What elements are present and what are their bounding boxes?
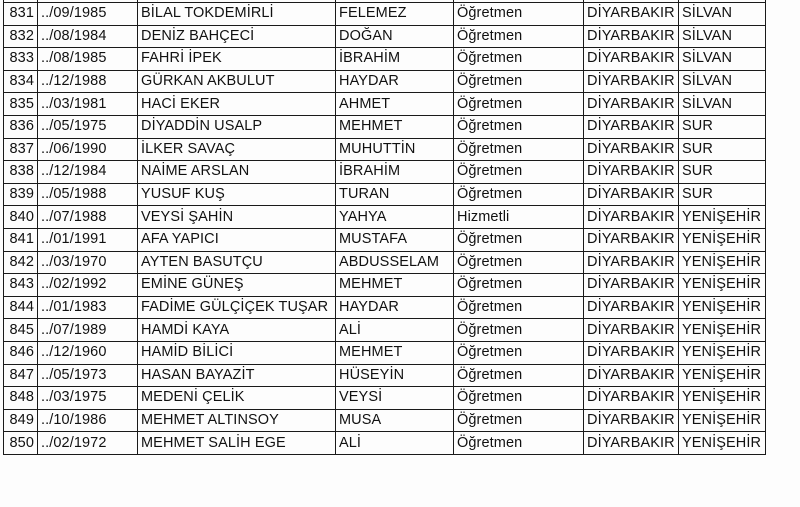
district-cell: SUR xyxy=(679,161,766,184)
city-cell: DİYARBAKIR xyxy=(584,25,679,48)
full-name-cell: YUSUF KUŞ xyxy=(138,183,336,206)
row-number-cell: 838 xyxy=(4,161,38,184)
table-row xyxy=(4,296,766,319)
district-cell: YENİŞEHİR xyxy=(679,387,766,410)
father-name-cell: HAYDAR xyxy=(336,70,454,93)
birth-date-cell: ../07/1988 xyxy=(38,206,138,229)
city-cell: DİYARBAKIR xyxy=(584,432,679,455)
birth-date-cell: ../03/1981 xyxy=(38,93,138,116)
father-name-cell: MEHMET xyxy=(336,341,454,364)
father-name-cell: VEYSİ xyxy=(336,387,454,410)
city-cell: DİYARBAKIR xyxy=(584,183,679,206)
birth-date-cell: ../12/1988 xyxy=(38,70,138,93)
district-cell: YENİŞEHİR xyxy=(679,341,766,364)
job-title-cell: Öğretmen xyxy=(454,228,584,251)
row-number-cell: 839 xyxy=(4,183,38,206)
district-cell: YENİŞEHİR xyxy=(679,409,766,432)
city-cell: DİYARBAKIR xyxy=(584,364,679,387)
father-name-cell: HÜSEYİN xyxy=(336,364,454,387)
birth-date-cell: ../01/1991 xyxy=(38,228,138,251)
table-row xyxy=(4,115,766,138)
birth-date-cell: ../07/1989 xyxy=(38,319,138,342)
row-number-cell: 841 xyxy=(4,228,38,251)
full-name-cell: DİYADDİN USALP xyxy=(138,115,336,138)
city-cell: DİYARBAKIR xyxy=(584,341,679,364)
birth-date-cell: ../08/1984 xyxy=(38,25,138,48)
city-cell: DİYARBAKIR xyxy=(584,206,679,229)
row-number-cell: 850 xyxy=(4,432,38,455)
father-name-cell: MEHMET xyxy=(336,115,454,138)
full-name-cell: GÜRKAN AKBULUT xyxy=(138,70,336,93)
table-row xyxy=(4,138,766,161)
birth-date-cell: ../01/1983 xyxy=(38,296,138,319)
row-number-cell: 837 xyxy=(4,138,38,161)
full-name-cell: BİLAL TOKDEMİRLİ xyxy=(138,3,336,26)
city-cell: DİYARBAKIR xyxy=(584,296,679,319)
district-cell: SİLVAN xyxy=(679,93,766,116)
full-name-cell: MEHMET ALTINSOY xyxy=(138,409,336,432)
row-number-cell: 842 xyxy=(4,251,38,274)
job-title-cell: Öğretmen xyxy=(454,409,584,432)
district-cell: SUR xyxy=(679,115,766,138)
city-cell: DİYARBAKIR xyxy=(584,387,679,410)
district-cell: SUR xyxy=(679,138,766,161)
full-name-cell: DENİZ BAHÇECİ xyxy=(138,25,336,48)
row-number-cell: 831 xyxy=(4,3,38,26)
row-number-cell: 849 xyxy=(4,409,38,432)
row-number-cell: 847 xyxy=(4,364,38,387)
job-title-cell: Öğretmen xyxy=(454,387,584,410)
city-cell: DİYARBAKIR xyxy=(584,409,679,432)
father-name-cell: MUSTAFA xyxy=(336,228,454,251)
table-row xyxy=(4,206,766,229)
row-number-cell: 843 xyxy=(4,274,38,297)
birth-date-cell: ../10/1986 xyxy=(38,409,138,432)
birth-date-cell: ../12/1960 xyxy=(38,341,138,364)
district-cell: YENİŞEHİR xyxy=(679,432,766,455)
city-cell: DİYARBAKIR xyxy=(584,251,679,274)
job-title-cell: Öğretmen xyxy=(454,341,584,364)
row-number-cell: 846 xyxy=(4,341,38,364)
table-row xyxy=(4,432,766,455)
father-name-cell: ALİ xyxy=(336,319,454,342)
birth-date-cell: ../03/1970 xyxy=(38,251,138,274)
row-number-cell: 844 xyxy=(4,296,38,319)
job-title-cell: Öğretmen xyxy=(454,25,584,48)
district-cell: YENİŞEHİR xyxy=(679,228,766,251)
job-title-cell: Öğretmen xyxy=(454,115,584,138)
full-name-cell: MEDENİ ÇELİK xyxy=(138,387,336,410)
birth-date-cell: ../06/1990 xyxy=(38,138,138,161)
father-name-cell: FELEMEZ xyxy=(336,3,454,26)
table-row xyxy=(4,228,766,251)
job-title-cell: Öğretmen xyxy=(454,274,584,297)
job-title-cell: Öğretmen xyxy=(454,319,584,342)
table-row xyxy=(4,251,766,274)
row-number-cell: 832 xyxy=(4,25,38,48)
row-number-cell: 833 xyxy=(4,48,38,71)
city-cell: DİYARBAKIR xyxy=(584,228,679,251)
city-cell: DİYARBAKIR xyxy=(584,161,679,184)
father-name-cell: AHMET xyxy=(336,93,454,116)
job-title-cell: Öğretmen xyxy=(454,70,584,93)
district-cell: SİLVAN xyxy=(679,48,766,71)
job-title-cell: Öğretmen xyxy=(454,3,584,26)
full-name-cell: İLKER SAVAÇ xyxy=(138,138,336,161)
full-name-cell: HACİ EKER xyxy=(138,93,336,116)
job-title-cell: Hizmetli xyxy=(454,206,584,229)
birth-date-cell: ../09/1985 xyxy=(38,3,138,26)
district-cell: SİLVAN xyxy=(679,70,766,93)
job-title-cell: Öğretmen xyxy=(454,364,584,387)
row-number-cell: 848 xyxy=(4,387,38,410)
birth-date-cell: ../05/1975 xyxy=(38,115,138,138)
full-name-cell: HASAN BAYAZİT xyxy=(138,364,336,387)
city-cell: DİYARBAKIR xyxy=(584,93,679,116)
job-title-cell: Öğretmen xyxy=(454,296,584,319)
full-name-cell: EMİNE GÜNEŞ xyxy=(138,274,336,297)
district-cell: YENİŞEHİR xyxy=(679,251,766,274)
row-number-cell: 845 xyxy=(4,319,38,342)
full-name-cell: VEYSİ ŞAHİN xyxy=(138,206,336,229)
table-row xyxy=(4,341,766,364)
table-row xyxy=(4,48,766,71)
table-row xyxy=(4,70,766,93)
birth-date-cell: ../02/1972 xyxy=(38,432,138,455)
district-cell: SİLVAN xyxy=(679,25,766,48)
city-cell: DİYARBAKIR xyxy=(584,274,679,297)
job-title-cell: Öğretmen xyxy=(454,432,584,455)
district-cell: SİLVAN xyxy=(679,3,766,26)
father-name-cell: MUSA xyxy=(336,409,454,432)
district-cell: YENİŞEHİR xyxy=(679,296,766,319)
table-row xyxy=(4,3,766,26)
table-body xyxy=(4,0,766,454)
district-cell: YENİŞEHİR xyxy=(679,364,766,387)
row-number-cell: 834 xyxy=(4,70,38,93)
father-name-cell: YAHYA xyxy=(336,206,454,229)
table-row xyxy=(4,409,766,432)
father-name-cell: DOĞAN xyxy=(336,25,454,48)
row-number-cell: 840 xyxy=(4,206,38,229)
father-name-cell: ALİ xyxy=(336,432,454,455)
table-row xyxy=(4,161,766,184)
job-title-cell: Öğretmen xyxy=(454,183,584,206)
birth-date-cell: ../02/1992 xyxy=(38,274,138,297)
father-name-cell: ABDUSSELAM xyxy=(336,251,454,274)
full-name-cell: AYTEN BASUTÇU xyxy=(138,251,336,274)
father-name-cell: İBRAHİM xyxy=(336,48,454,71)
row-number-cell: 836 xyxy=(4,115,38,138)
father-name-cell: HAYDAR xyxy=(336,296,454,319)
district-cell: SUR xyxy=(679,183,766,206)
job-title-cell: Öğretmen xyxy=(454,251,584,274)
job-title-cell: Öğretmen xyxy=(454,93,584,116)
birth-date-cell: ../05/1988 xyxy=(38,183,138,206)
full-name-cell: AFA YAPICI xyxy=(138,228,336,251)
full-name-cell: HAMİD BİLİCİ xyxy=(138,341,336,364)
city-cell: DİYARBAKIR xyxy=(584,319,679,342)
city-cell: DİYARBAKIR xyxy=(584,70,679,93)
full-name-cell: HAMDİ KAYA xyxy=(138,319,336,342)
birth-date-cell: ../05/1973 xyxy=(38,364,138,387)
birth-date-cell: ../12/1984 xyxy=(38,161,138,184)
table-row xyxy=(4,93,766,116)
table-row xyxy=(4,364,766,387)
full-name-cell: MEHMET SALİH EGE xyxy=(138,432,336,455)
birth-date-cell: ../08/1985 xyxy=(38,48,138,71)
father-name-cell: TURAN xyxy=(336,183,454,206)
job-title-cell: Öğretmen xyxy=(454,161,584,184)
city-cell: DİYARBAKIR xyxy=(584,115,679,138)
district-cell: YENİŞEHİR xyxy=(679,274,766,297)
row-number-cell: 835 xyxy=(4,93,38,116)
job-title-cell: Öğretmen xyxy=(454,138,584,161)
full-name-cell: NAİME ARSLAN xyxy=(138,161,336,184)
father-name-cell: İBRAHİM xyxy=(336,161,454,184)
father-name-cell: MEHMET xyxy=(336,274,454,297)
city-cell: DİYARBAKIR xyxy=(584,138,679,161)
district-cell: YENİŞEHİR xyxy=(679,206,766,229)
personnel-list-table xyxy=(3,0,766,455)
district-cell: YENİŞEHİR xyxy=(679,319,766,342)
father-name-cell: MUHUTTİN xyxy=(336,138,454,161)
table-row xyxy=(4,274,766,297)
birth-date-cell: ../03/1975 xyxy=(38,387,138,410)
full-name-cell: FAHRİ İPEK xyxy=(138,48,336,71)
table-row xyxy=(4,183,766,206)
city-cell: DİYARBAKIR xyxy=(584,48,679,71)
city-cell: DİYARBAKIR xyxy=(584,3,679,26)
job-title-cell: Öğretmen xyxy=(454,48,584,71)
full-name-cell: FADİME GÜLÇİÇEK TUŞAR xyxy=(138,296,336,319)
table-row xyxy=(4,387,766,410)
table-row xyxy=(4,319,766,342)
table-row xyxy=(4,25,766,48)
